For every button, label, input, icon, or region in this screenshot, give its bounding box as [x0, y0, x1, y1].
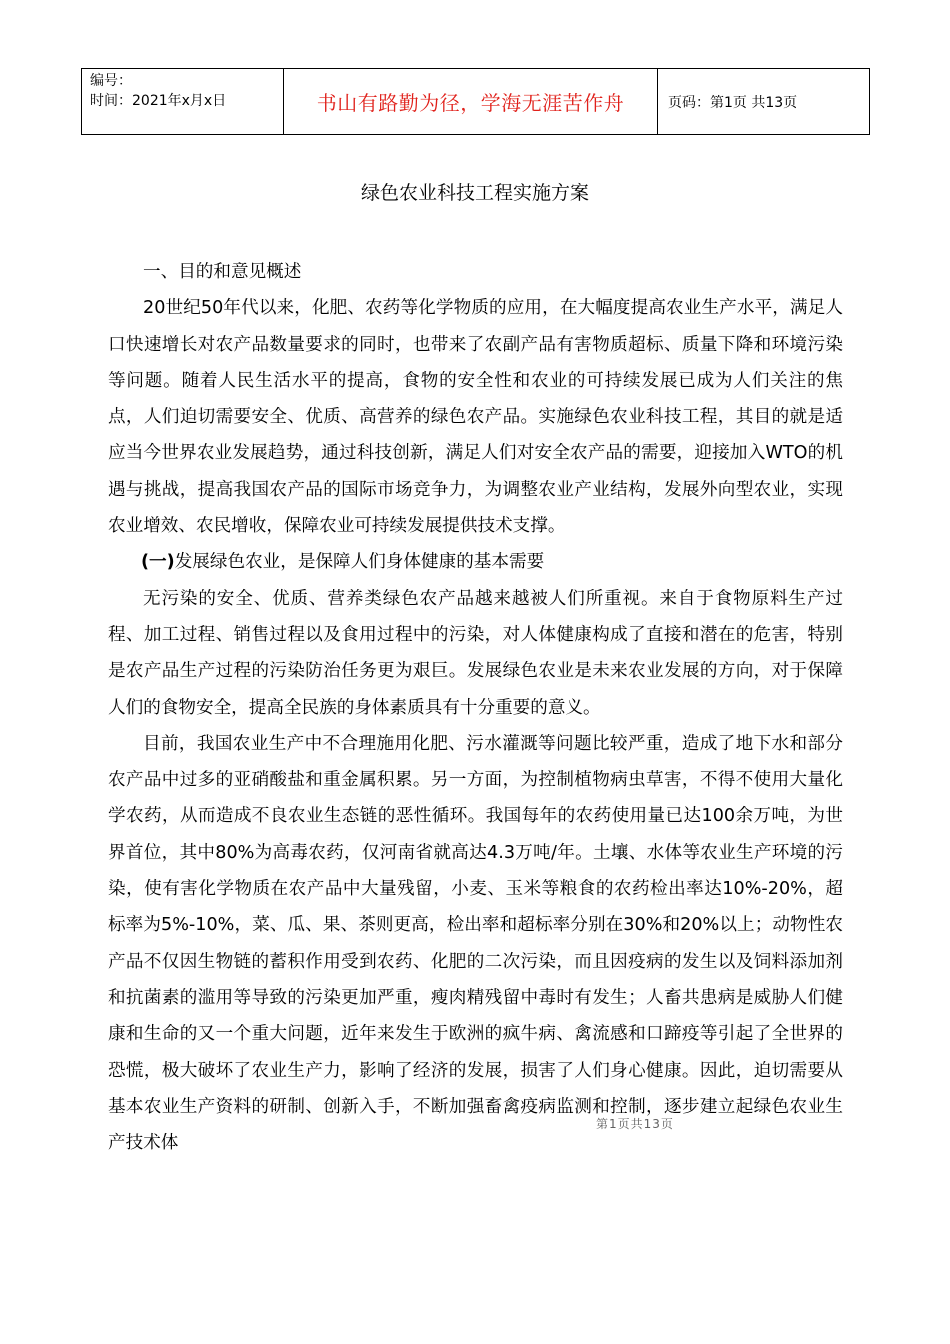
header-motto: 书山有路勤为径，学海无涯苦作舟: [284, 69, 658, 134]
document-date-label: 时间：2021年x月x日: [90, 93, 227, 109]
paragraph-2: 无污染的安全、优质、营养类绿色农产品越来越被人们所重视。来自于食物原料生产过程、加工过程、销售过程以及食用过程中的污染，对人体健康构成了直接和潜在的危害，特别是农产品生产过程的污染防治任务更为艰巨。发展绿色农业是未来农业发展的方向，对于保障人们的食物安全，提高全民族的身体素质具有十分重要的意义。: [108, 588, 843, 718]
document-title: 绿色农业科技工程实施方案: [360, 182, 589, 204]
document-body: [108, 254, 843, 1161]
header-page-number: 页码：第1页 共13页: [668, 94, 798, 111]
paragraph-3: 目前，我国农业生产中不合理施用化肥、污水灌溉等问题比较严重，造成了地下水和部分农产品中过多的亚硝酸盐和重金属积累。另一方面，为控制植物病虫草害，不得不使用大量化学农药，从而造成不良农业生态链的恶性循环。我国每年的农药使用量已达100余万吨，为世界首位，其中80%为高毒农药，仅河南省就高达4.3万吨/年。土壤、水体等农业生产环境的污染，使有害化学物质在农产品中大量残留，小麦、玉米等粮食的农药检出率达10%-20%，超标率为5%-10%，菜、瓜、果、茶则更高，检出率和超标率分别在30%和20%以上；动物性农产品不仅因生物链的蓄积作用受到农药、化肥的二次污染，而且因疫病的发生以及饲料添加剂和抗菌素的滥用等导致的污染更加严重，瘦肉精残留中毒时有发生；人畜共患病是威胁人们健康和生命的又一个重大问题，近年来发生于欧洲的疯牛病、禽流感和口蹄疫等引起了全世界的恐慌，极大破坏了农业生产力，影响了经济的发展，损害了人们身心健康。因此，迫切需要从基本农业生产资料的研制、创新入手，不断加强畜禽疫病监测和控制，逐步建立起绿色农业生产技术体: [108, 733, 843, 1154]
sub-heading: [108, 544, 843, 580]
section-heading: 一、目的和意见概述: [143, 262, 302, 282]
page-header-table: [81, 68, 870, 135]
document-number-label: 编号：: [90, 73, 132, 89]
sub-heading-text: 发展绿色农业，是保障人们身体健康的基本需要: [174, 552, 545, 573]
paragraph-1: 20世纪50年代以来，化肥、农药等化学物质的应用，在大幅度提高农业生产水平，满足人口快速增长对农产品数量要求的同时，也带来了农副产品有害物质超标、质量下降和环境污染等问题。随着人民生活水平的提高，食物的安全性和农业的可持续发展已成为人们关注的焦点，人们迫切需要安全、优质、高营养的绿色农产品。实施绿色农业科技工程，其目的就是适应当今世界农业发展趋势，通过科技创新，满足人们对安全农产品的需要，迎接加入WTO的机遇与挑战，提高我国农产品的国际市场竞争力，为调整农业产业结构，发展外向型农业，实现农业增效、农民增收，保障农业可持续发展提供技术支撑。: [108, 298, 843, 537]
sub-heading-number: (一): [141, 552, 175, 573]
header-meta-cell: [82, 69, 284, 134]
page-watermark: 第1页共13页: [596, 1117, 674, 1131]
